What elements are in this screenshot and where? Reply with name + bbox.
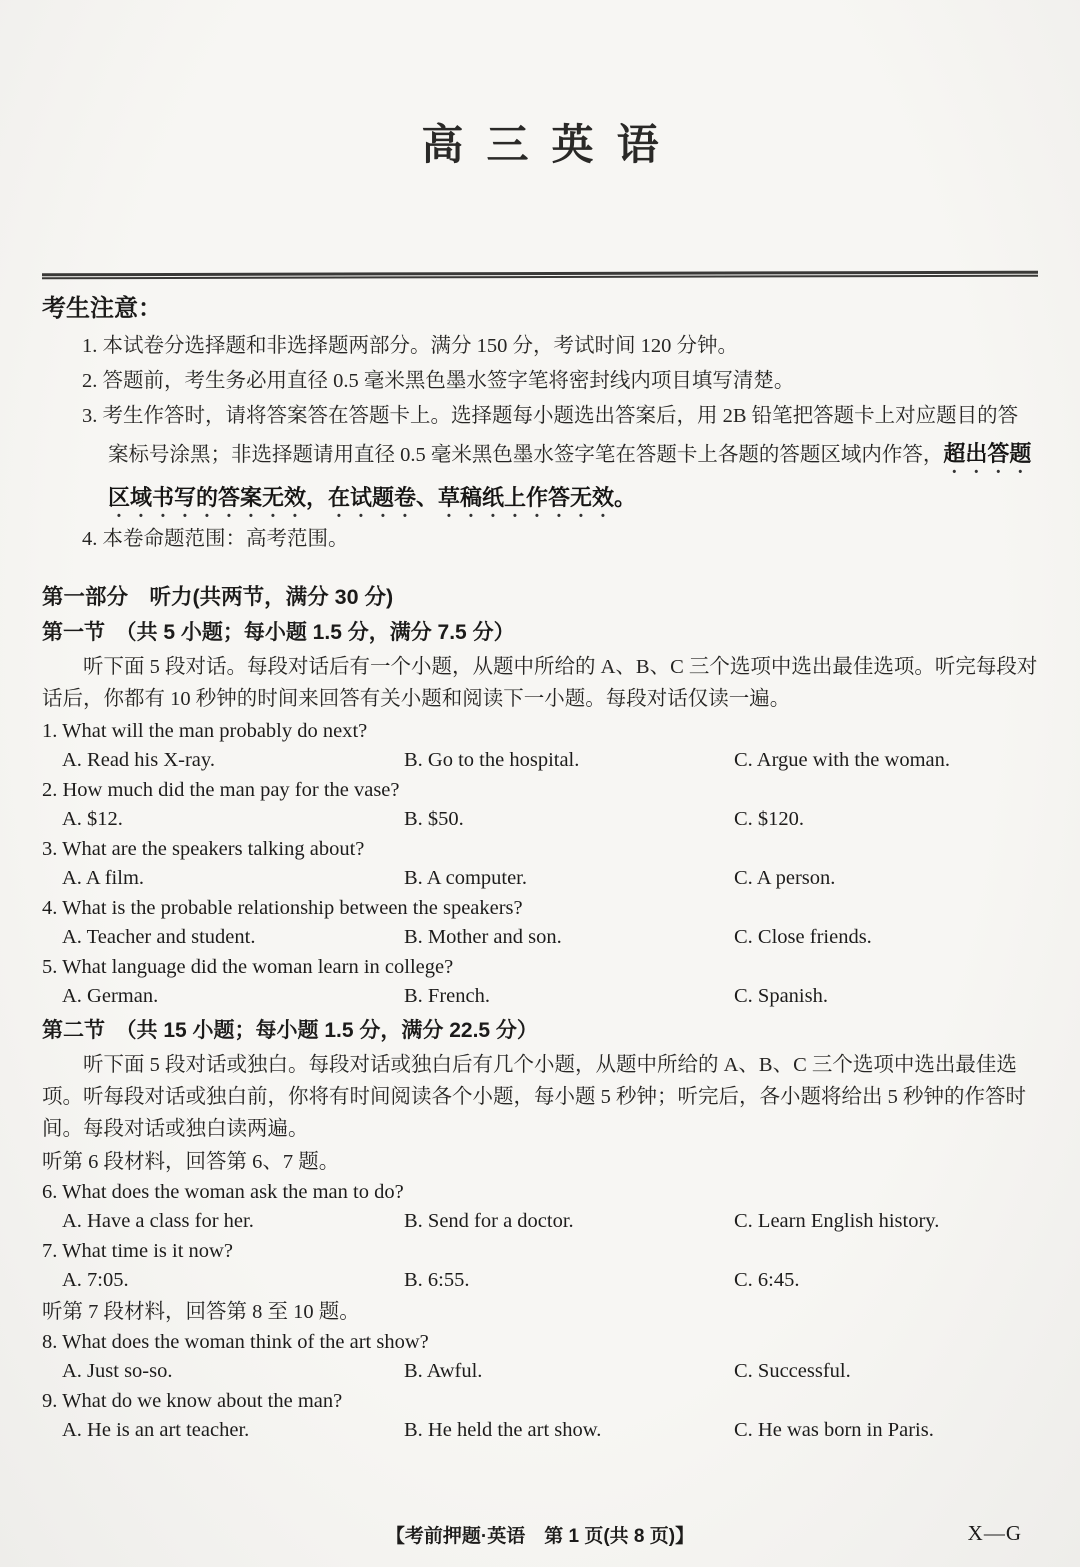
notice-item-3 <box>82 399 1038 522</box>
notice-item-4: 4. 本卷命题范围：高考范围。 <box>82 528 349 550</box>
question-1-option-a: A. Read his X-ray. <box>62 749 215 771</box>
notice-item-2: 2. 答题前，考生务必用直径 0.5 毫米黑色墨水签字笔将密封线内项目填写清楚。 <box>82 370 795 392</box>
material-6-note: 听第 6 段材料，回答第 6、7 题。 <box>42 1151 340 1173</box>
question-8-text: 8. What does the woman think of the art show? <box>42 1331 429 1353</box>
question-9-text: 9. What do we know about the man? <box>42 1390 343 1412</box>
question-4 <box>42 894 1038 952</box>
question-7-text: 7. What time is it now? <box>42 1240 233 1262</box>
question-5-option-c: C. Spanish. <box>734 985 828 1007</box>
question-7-option-a: A. 7:05. <box>62 1269 129 1291</box>
question-4-option-a: A. Teacher and student. <box>62 926 256 948</box>
part1-heading: 第一部分 听力(共两节，满分 30 分) <box>42 585 394 609</box>
notice-item-3-emphasis: 超出答题区域书写的答案无效，在试题卷、草稿纸上作答无效。 <box>108 441 1032 510</box>
question-6-option-b: B. Send for a doctor. <box>404 1210 574 1232</box>
question-9-option-c: C. He was born in Paris. <box>734 1419 934 1441</box>
question-7-options <box>42 1266 1038 1295</box>
question-4-option-c: C. Close friends. <box>734 926 872 948</box>
notice-items <box>82 329 1038 557</box>
candidate-notice <box>42 288 1038 557</box>
material-7-note: 听第 7 段材料，回答第 8 至 10 题。 <box>42 1301 360 1323</box>
question-5 <box>42 953 1038 1011</box>
section2-heading: 第二节 （共 15 小题；每小题 1.5 分，满分 22.5 分） <box>42 1019 538 1042</box>
footer-page-number: 【考前押题·英语 第 1 页(共 8 页)】 <box>385 1526 695 1547</box>
question-8-option-c: C. Successful. <box>734 1360 851 1382</box>
page-footer <box>0 1521 1080 1551</box>
question-4-option-b: B. Mother and son. <box>404 926 562 948</box>
question-1-text: 1. What will the man probably do next? <box>42 720 368 742</box>
question-9-options <box>42 1416 1038 1445</box>
question-3 <box>42 835 1038 893</box>
question-2-options <box>42 805 1038 834</box>
question-6-options <box>42 1207 1038 1236</box>
question-6 <box>42 1178 1038 1236</box>
question-4-text: 4. What is the probable relationship between the speakers? <box>42 897 523 919</box>
exam-page <box>0 112 1080 1567</box>
notice-item-3-text: 3. 考生作答时，请将答案答在答题卡上。选择题每小题选出答案后，用 2B 铅笔把答题卡上对应题目的答案标号涂黑；非选择题请用直径 0.5 毫米黑色墨水签字笔在答题卡上各题的答题区域内作答， <box>82 405 1019 466</box>
question-2 <box>42 776 1038 834</box>
notice-heading: 考生注意： <box>42 295 162 322</box>
section1-instructions: 听下面 5 段对话。每段对话后有一个小题，从题中所给的 A、B、C 三个选项中选出最佳选项。听完每段对话后，你都有 10 秒钟的时间来回答有关小题和阅读下一小题。每段对话仅读一遍。 <box>42 656 1038 710</box>
question-9-option-b: B. He held the art show. <box>404 1419 602 1441</box>
question-8-option-b: B. Awful. <box>404 1360 483 1382</box>
question-1-options <box>42 746 1038 775</box>
question-8-options <box>42 1357 1038 1386</box>
question-5-option-a: A. German. <box>62 985 159 1007</box>
section2-instructions: 听下面 5 段对话或独白。每段对话或独白后有几个小题，从题中所给的 A、B、C 三个选项中选出最佳选项。听每段对话或独白前，你将有时间阅读各个小题，每小题 5 秒钟；听完后，各小题将给出 5 秒钟的作答时间。每段对话或独白读两遍。 <box>42 1054 1026 1140</box>
question-6-option-c: C. Learn English history. <box>734 1210 940 1232</box>
header-divider <box>42 271 1038 280</box>
question-7 <box>42 1237 1038 1295</box>
notice-item-1: 1. 本试卷分选择题和非选择题两部分。满分 150 分，考试时间 120 分钟。 <box>82 335 738 357</box>
question-3-option-b: B. A computer. <box>404 867 527 889</box>
question-1-option-b: B. Go to the hospital. <box>404 749 580 771</box>
question-3-option-a: A. A film. <box>62 867 145 889</box>
footer-paper-code: X—G <box>967 1521 1022 1545</box>
question-2-option-c: C. $120. <box>734 808 805 830</box>
question-2-option-b: B. $50. <box>404 808 464 830</box>
question-6-text: 6. What does the woman ask the man to do? <box>42 1181 404 1203</box>
question-3-text: 3. What are the speakers talking about? <box>42 838 365 860</box>
question-7-option-c: C. 6:45. <box>734 1269 800 1291</box>
question-2-option-a: A. $12. <box>62 808 123 830</box>
question-7-option-b: B. 6:55. <box>404 1269 470 1291</box>
question-4-options <box>42 923 1038 952</box>
question-2-text: 2. How much did the man pay for the vase? <box>42 779 400 801</box>
question-1-option-c: C. Argue with the woman. <box>734 749 950 771</box>
question-5-text: 5. What language did the woman learn in college? <box>42 956 454 978</box>
question-3-options <box>42 864 1038 893</box>
question-5-option-b: B. French. <box>404 985 490 1007</box>
question-3-option-c: C. A person. <box>734 867 836 889</box>
question-9-option-a: A. He is an art teacher. <box>62 1419 250 1441</box>
question-1 <box>42 717 1038 775</box>
question-8 <box>42 1328 1038 1386</box>
question-6-option-a: A. Have a class for her. <box>62 1210 254 1232</box>
section1-heading: 第一节 （共 5 小题；每小题 1.5 分，满分 7.5 分） <box>42 621 515 644</box>
question-5-options <box>42 982 1038 1011</box>
question-9 <box>42 1387 1038 1445</box>
page-title: 高三英语 <box>421 123 682 169</box>
question-8-option-a: A. Just so-so. <box>62 1360 173 1382</box>
